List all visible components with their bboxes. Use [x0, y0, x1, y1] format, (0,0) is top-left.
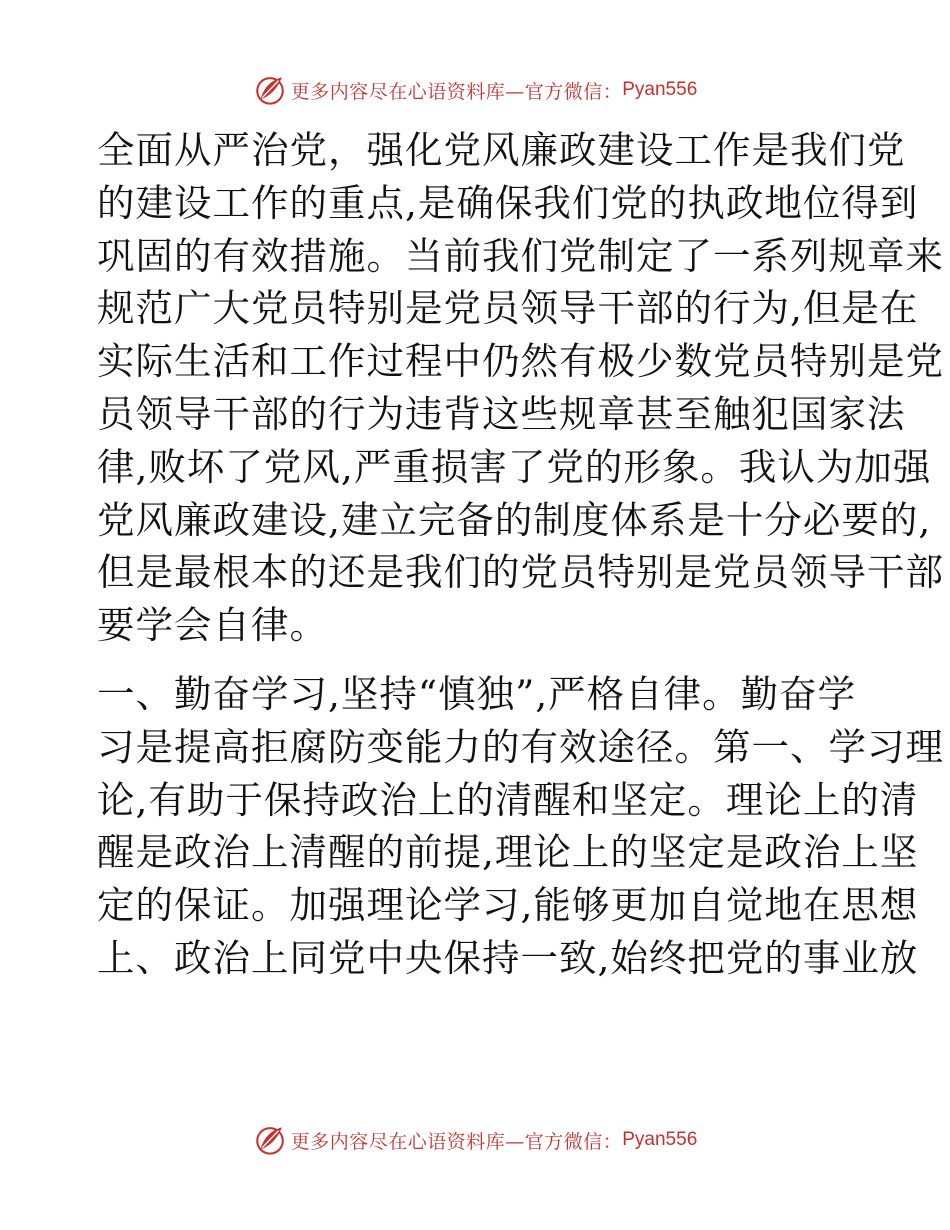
- text-line: 律,败坏了党风,严重损害了党的形象。我认为加强: [97, 444, 932, 489]
- text-line: 实际生活和工作过程中仍然有极少数党员特别是党: [97, 339, 944, 384]
- leaf-pen-logo-icon: [253, 73, 287, 107]
- text-line: 论,有助于保持政治上的清醒和坚定。理论上的清: [97, 777, 919, 822]
- footer-banner: [0, 1120, 950, 1160]
- header-banner: [0, 70, 950, 110]
- text-line: 全面从严治党，强化党风廉政建设工作是我们党: [97, 128, 906, 172]
- wechat-id: Pyan556: [622, 79, 698, 100]
- banner-text: 更多内容尽在心语资料库—官方微信：: [290, 1130, 623, 1153]
- paragraph-2: [97, 668, 944, 985]
- text-line: 要学会自律。: [97, 603, 328, 648]
- text-line: 一、勤奋学习,坚持“慎独”,严格自律。勤奋学: [97, 671, 857, 716]
- text-line: 定的保证。加强理论学习,能够更加自觉地在思想: [97, 883, 919, 928]
- text-line: 的建设工作的重点,是确保我们党的执政地位得到: [97, 180, 919, 225]
- text-line: 但是最根本的还是我们的党员特别是党员领导干部: [97, 550, 944, 595]
- wechat-id: Pyan556: [622, 1129, 698, 1150]
- text-line: 规范广大党员特别是党员领导干部的行为,但是在: [97, 286, 919, 331]
- banner-text: 更多内容尽在心语资料库—官方微信：: [290, 80, 623, 103]
- text-line: 员领导干部的行为违背这些规章甚至触犯国家法: [97, 391, 906, 436]
- paragraph-1: [97, 124, 944, 652]
- text-line: 上、政治上同党中央保持一致,始终把党的事业放: [97, 935, 919, 980]
- text-line: 党风廉政建设,建立完备的制度体系是十分必要的,: [97, 497, 932, 542]
- leaf-pen-logo-icon: [253, 1123, 287, 1157]
- text-line: 巩固的有效措施。当前我们党制定了一系列规章来: [97, 233, 944, 278]
- text-line: 习是提高拒腐防变能力的有效途径。第一、学习理: [97, 724, 944, 769]
- document-body: [97, 124, 944, 985]
- text-line: 醒是政治上清醒的前提,理论上的坚定是政治上坚: [97, 830, 919, 875]
